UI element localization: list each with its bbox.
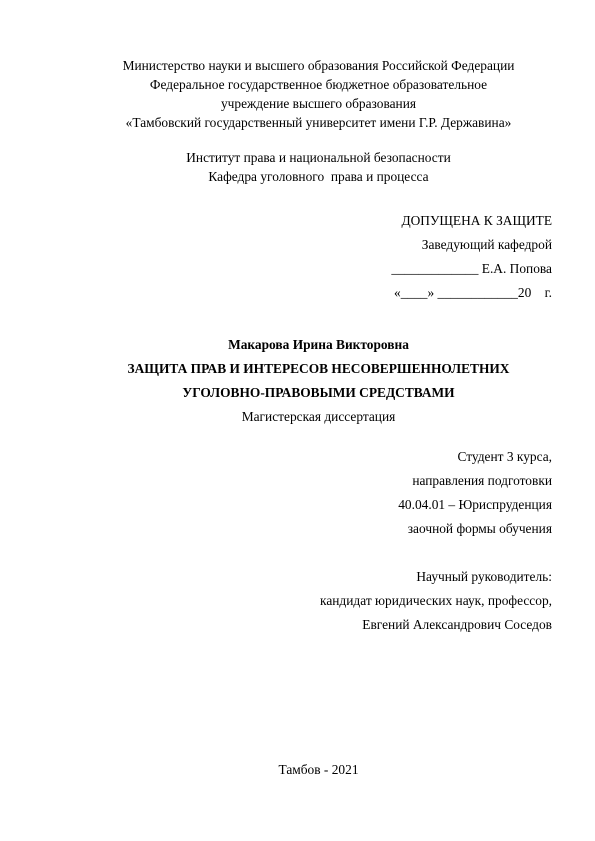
approval-position: Заведующий кафедрой bbox=[421, 237, 552, 252]
supervisor-degree: кандидат юридических наук, профессор, bbox=[320, 593, 552, 608]
thesis-title-line-2: УГОЛОВНО-ПРАВОВЫМИ СРЕДСТВАМИ bbox=[182, 385, 455, 400]
thesis-title-line-1: ЗАЩИТА ПРАВ И ИНТЕРЕСОВ НЕСОВЕРШЕННОЛЕТНИХ bbox=[127, 361, 510, 376]
student-course: Студент 3 курса, bbox=[457, 449, 552, 464]
thesis-type: Магистерская диссертация bbox=[241, 409, 396, 424]
student-direction-code: 40.04.01 – Юриспруденция bbox=[398, 497, 552, 512]
supervisor-label: Научный руководитель: bbox=[416, 569, 552, 584]
department-line: Кафедра уголовного права и процесса bbox=[208, 169, 429, 184]
institution-line-1: Федеральное государственное бюджетное образовательное bbox=[149, 77, 488, 92]
student-direction-label: направления подготовки bbox=[412, 473, 552, 488]
supervisor-name: Евгений Александрович Соседов bbox=[362, 617, 552, 632]
author-name: Макарова Ирина Викторовна bbox=[228, 337, 409, 352]
city-year: Тамбов - 2021 bbox=[278, 762, 359, 777]
approval-signature: _____________ Е.А. Попова bbox=[391, 261, 552, 276]
approval-date: «____» ____________20 г. bbox=[394, 285, 552, 300]
university-line: «Тамбовский государственный университет имени Г.Р. Державина» bbox=[125, 115, 512, 130]
institute-line: Институт права и национальной безопасности bbox=[186, 150, 451, 165]
approval-status: ДОПУЩЕНА К ЗАЩИТЕ bbox=[401, 213, 552, 228]
institution-line-2: учреждение высшего образования bbox=[220, 96, 417, 111]
student-study-form: заочной формы обучения bbox=[407, 521, 552, 536]
ministry-line: Министерство науки и высшего образования Российской Федерации bbox=[122, 58, 515, 73]
